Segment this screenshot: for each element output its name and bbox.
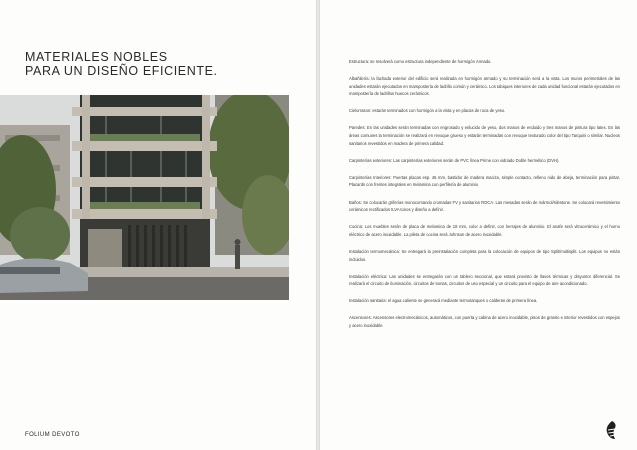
spec-carpinterias-exteriores: Carpinterías exteriores: Las carpinterías exteriores serán de PVC línea Prime con vidriado Doble hermético (DVH). xyxy=(349,157,560,163)
spec-instalacion-termomecanica: Instalación termomecánica: Se entregará la preinstalación completa para la colocación de equipos de tipo Split/multisplit. Los equipos no están incluidos. xyxy=(349,248,620,262)
brand-logo-icon xyxy=(604,420,620,440)
spec-banos: Baños: Se colocarán griferías monocomando cromadas FV y sanitarios ROCA. Las mesadas serán de mármol/silestone. Se colocará revestimiento cerámicos rectificados ILVA tonos y diseño a definir. xyxy=(349,199,620,213)
page-title xyxy=(25,50,218,78)
spec-estructura: Estructura: se resolverá como estructura independiente de hormigón Armado. xyxy=(349,59,492,64)
project-name-footer: FOLIUM DEVOTO xyxy=(25,432,80,438)
spec-instalacion-sanitaria: Instalación sanitaria: el agua caliente se generará mediante termotanques o calderas de primera línea. xyxy=(349,298,538,304)
spec-instalacion-electrica: Instalación eléctrica: Las unidades se entregarán con un tablero seccional, que estará provisto de llaves térmicas y disyuntor diferencial. Se realizará el circuito de iluminación, circuitos de tomas, circuitos de uso especial y un circuito para el equipo de aire acondicionado. xyxy=(349,273,620,287)
spec-carpinterias-interiores: Carpinterías Interiores: Puertas placas esp. 45 mm, bastidor de madera maciza, simple contacto, relleno nido de abeja, terminación para pintar. Placards con frentes integrales en melamina con perfilería de aluminio xyxy=(349,174,620,188)
spec-paredes: Paredes: En las unidades serán terminadas con engrosado y enlucido de yeso, dos manos de enduido y tres manos de pintura tipo latex. En las áreas comunes la terminación se realizará en revoque grueso y estarán terminadas con revoque texturado color del tipo Tarquini o similar. Nucleos sanitarios revestidos en madera de primera calidad. xyxy=(349,125,620,146)
right-page xyxy=(320,0,637,450)
specifications-list xyxy=(349,58,620,339)
left-page xyxy=(0,0,316,450)
spec-albanileria: Albañilería: la fachada exterior del edificio será realizada en hormigón armado y su terminación será a la vista. Los muros perimetrales de las unidades estarán ejecutados en mampostería de ladrillo común y cerámico. Los tabiques interiores de cada unidad funcional estarán ejecutados en mampostería de ladrillos huecos cerámicos. xyxy=(349,76,620,97)
title-line-2: PARA UN DISEÑO EFICIENTE. xyxy=(25,64,218,78)
spec-ascensores: Ascensores: Ascensores electromecánicos, automáticos, con puerta y cabina de acero inoxidable, pisos de granito e interior revestidos con espejos y acero inoxidable. xyxy=(349,315,620,328)
spec-cocina: Cocina: Los muebles serán de placa de melamina de 18 mm, color a definir, con herrajes de aluminio. El anafe será vitrocerámico y el horno eléctrico de acero inoxidable. La pileta de cocina será Johnson de acero inoxidable. xyxy=(349,224,620,237)
title-line-1: MATERIALES NOBLES xyxy=(25,50,168,64)
spec-cielorrasos: Cielorrasos: estarán terminados con hormigón a la vista y en placas de roca de yeso. xyxy=(349,108,506,114)
building-render-image xyxy=(0,95,289,300)
